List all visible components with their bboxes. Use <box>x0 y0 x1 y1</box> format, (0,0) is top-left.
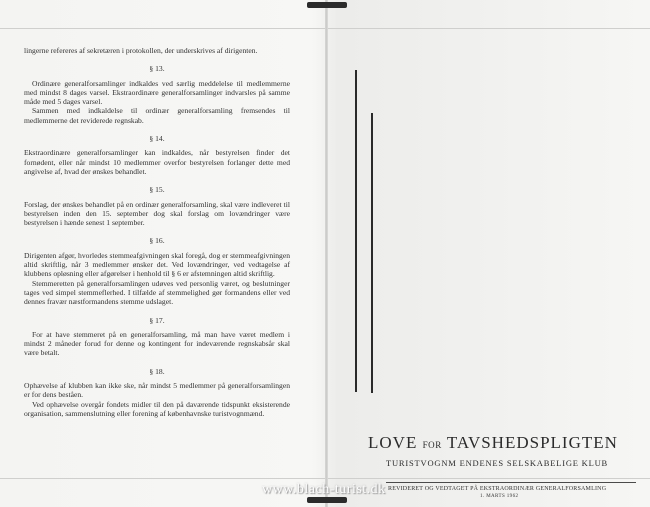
section-heading: § 15. <box>149 185 165 195</box>
booklet-spine <box>325 0 328 507</box>
section-paragraph: Dirigenten afgør, hvorledes stemmeafgivningen skal foregå, dog er stemmeafgivningen altid skriftlig, når 3 medlemmer ønsker det. Ved lovændringer, ved vedtagelse af klubbens opløsning eller afgørelser i henhold til § 6 er afstemningen altid skriftlig. <box>24 250 290 279</box>
section-paragraph: Stemmeretten på generalforsamlingen udøves ved personlig været, og beslutninger tages ved simpel stemmeflerhed. I tilfælde af stemmelighed gør formandens eller ved dennes fravær næstformandens stemme udslaget. <box>24 278 290 307</box>
section-heading: § 14. <box>149 134 165 144</box>
section-15 <box>24 185 290 227</box>
section-heading: § 17. <box>149 315 165 325</box>
staple-top <box>307 2 347 8</box>
section-paragraph: Ved ophævelse overgår fondets midler til den på daværende tidspunkt eksisterende organisation, sammenslutning eller forening af københavnske turistvognmænd. <box>24 399 290 418</box>
section-paragraph: Ophævelse af klubben kan ikke ske, når mindst 5 medlemmer på generalforsamlingen er for dens beståen. <box>24 381 290 400</box>
decorative-vertical-line-short <box>371 113 373 393</box>
intro-paragraph: lingerne refereres af sekretæren i protokollen, der underskrives af dirigenten. <box>24 46 258 55</box>
club-name: TURISTVOGNM ENDENES SELSKABELIGE KLUB <box>386 458 609 468</box>
revision-note: REVIDERET OG VEDTAGET PÅ EKSTRAORDINÆR GENERALFORSAMLING <box>388 486 607 492</box>
section-18 <box>24 367 290 418</box>
title-word-love: LOVE <box>368 433 418 452</box>
section-paragraph: Ordinære generalforsamlinger indkaldes ved særlig meddelelse til medlemmerne med mindst 8 dages varsel. Ekstraordinære generalforsamlinger indvarsles på samme måde med 5 dages varsel. <box>24 78 290 107</box>
section-paragraph: For at have stemmeret på en generalforsamling, må man have været medlem i mindst 2 måneder forud for denne og kontingent for indeværende regnskabsår skal være betalt. <box>24 329 290 358</box>
decorative-vertical-line-long <box>355 70 357 392</box>
section-heading: § 13. <box>149 64 165 74</box>
title-word-tavshedspligten: TAVSHEDSPLIGTEN <box>446 433 618 452</box>
section-heading: § 16. <box>149 236 165 246</box>
section-17 <box>24 316 290 358</box>
left-page-text <box>24 46 290 418</box>
section-paragraph: Ekstraordinære generalforsamlinger kan indkaldes, når bestyrelsen finder det fornødent, eller når mindst 10 medlemmer overfor bestyrelsen forlanger dette med angivelse af, hvad der ønskes behandlet. <box>24 148 290 176</box>
section-heading: § 18. <box>149 366 165 376</box>
title-word-for: FOR <box>422 440 442 450</box>
section-paragraph: Forslag, der ønskes behandlet på en ordinær generalforsamling, skal være indleveret til bestyrelsen inden den 15. september dog skal forslag om lovændringer være bestyrelsen i hænde senest 1 september. <box>24 199 290 228</box>
booklet-title <box>368 433 638 453</box>
revision-date: 1. MARTS 1962 <box>480 494 519 499</box>
section-16 <box>24 236 290 306</box>
section-14 <box>24 134 290 176</box>
website-watermark: www.blach-turist.dk <box>262 482 386 497</box>
title-rule <box>386 482 636 483</box>
section-13 <box>24 64 290 125</box>
section-paragraph: Sammen med indkaldelse til ordinær generalforsamling fremsendes til medlemmerne det reviderede regnskab. <box>24 106 290 125</box>
